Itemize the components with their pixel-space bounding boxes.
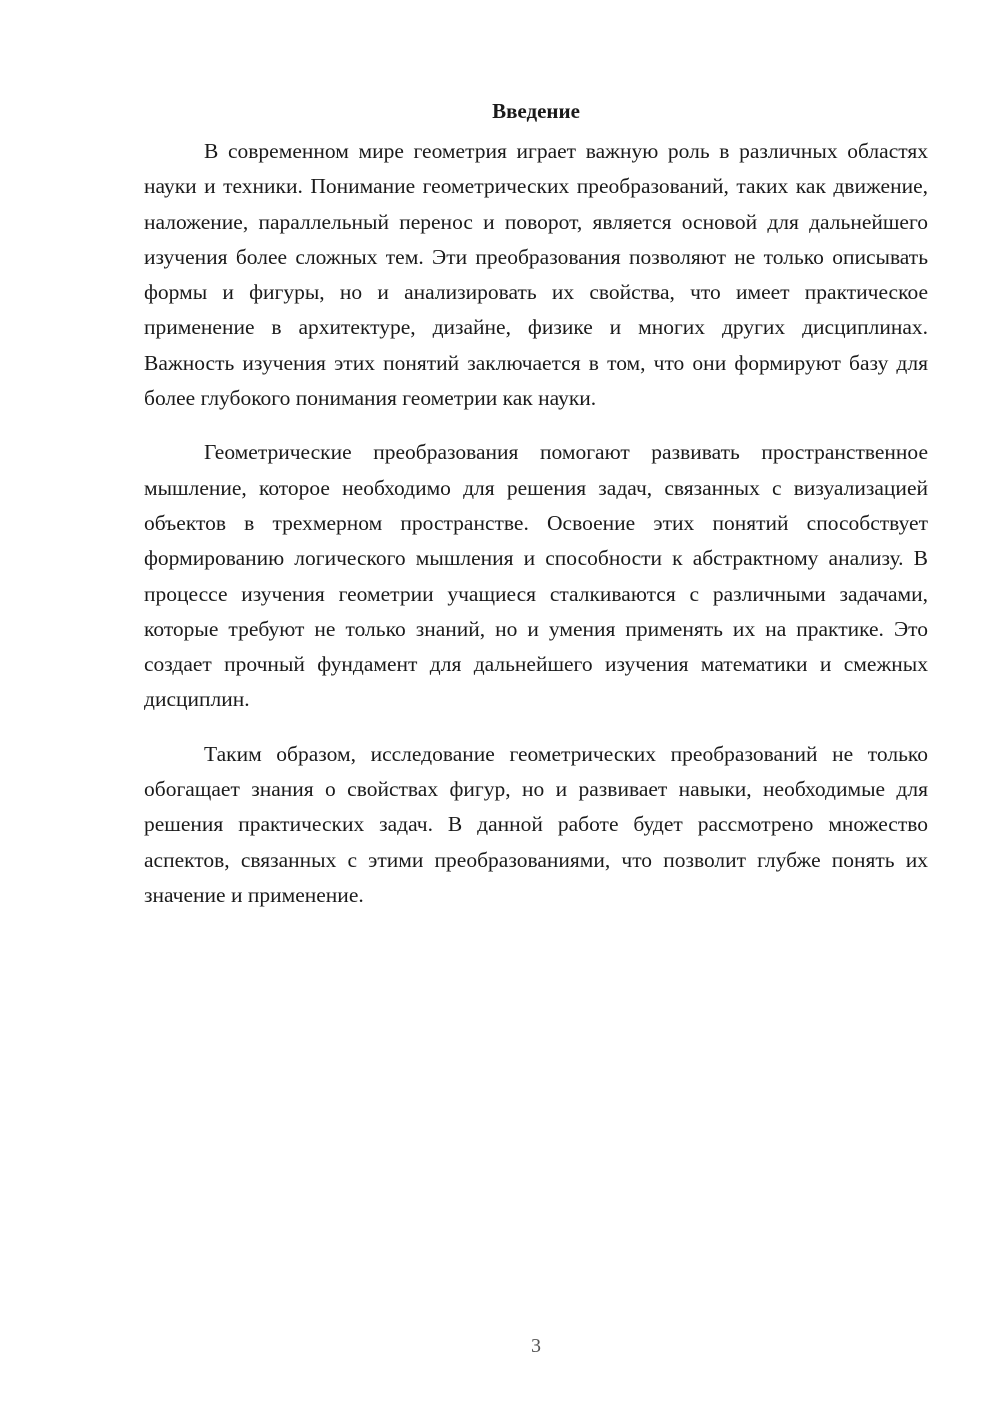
- paragraph-1: В современном мире геометрия играет важную роль в различных областях науки и техники. Понимание геометрических преобразований, таких как движение, наложение, параллельный перенос и поворот, является основой для дальнейшего изучения более сложных тем. Эти преобразования позволяют не только описывать формы и фигуры, но и анализировать их свойства, что имеет практическое применение в архитектуре, дизайне, физике и многих других дисциплинах. Важность изучения этих понятий заключается в том, что они формируют базу для более глубокого понимания геометрии как науки.: [144, 139, 928, 411]
- page-number: 3: [531, 1335, 541, 1357]
- section-heading: Введение: [492, 99, 580, 123]
- page-content: [144, 96, 928, 932]
- paragraph-3: Таким образом, исследование геометрических преобразований не только обогащает знания о свойствах фигур, но и развивает навыки, необходимые для решения практических задач. В данной работе будет рассмотрено множество аспектов, связанных с этими преобразованиями, что позволит глубже понять их значение и применение.: [144, 741, 928, 907]
- paragraph-2: Геометрические преобразования помогают развивать пространственное мышление, которое необходимо для решения задач, связанных с визуализацией объектов в трехмерном пространстве. Освоение этих понятий способствует формированию логического мышления и способности к абстрактному анализу. В процессе изучения геометрии учащиеся сталкиваются с различными задачами, которые требуют не только знаний, но и умения применять их на практике. Это создает прочный фундамент для дальнейшего изучения математики и смежных дисциплин.: [144, 440, 928, 712]
